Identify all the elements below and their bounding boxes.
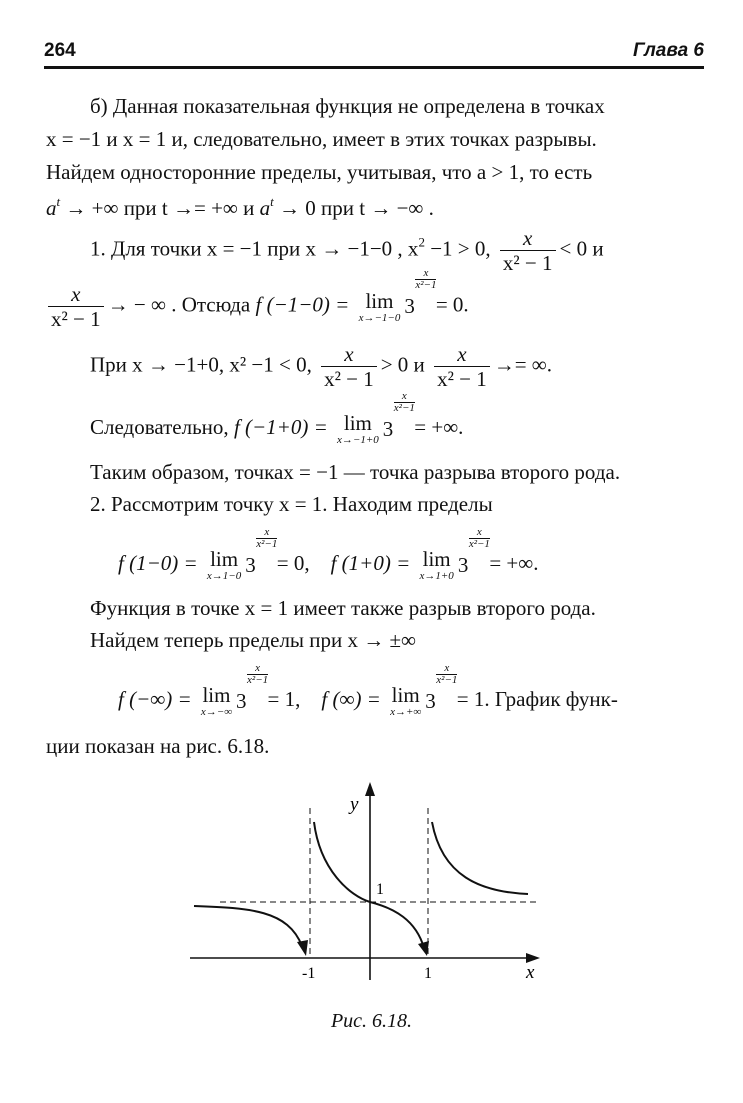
figure-caption: Рис. 6.18. xyxy=(330,1010,413,1032)
function-graph xyxy=(180,780,560,990)
limit-line-2: При x → −1+0, x² −1 < 0, $\frac{x}{\text{x² − 1}}$ > 0 и $\frac{x}{\text{x² − 1}}$ →= ∞. xyxy=(90,342,553,391)
middle-branch-arrow xyxy=(418,941,429,956)
para-line-3: Найдем односторонние пределы, учитывая, что a > 1, то есть xyxy=(46,160,593,184)
figure-reference: ции показан на рис. 6.18. xyxy=(46,734,270,758)
infinity-line: Найдем теперь пределы при x → ±∞ xyxy=(90,628,417,652)
tick-label-one: 1 xyxy=(424,965,432,982)
limit-operator: lim x→1−0 xyxy=(206,547,242,582)
left-branch xyxy=(194,906,302,946)
fraction: $\frac{x}{\text{x² − 1}}$ xyxy=(500,226,556,275)
fraction: $\frac{x}{\text{x² − 1}}$ xyxy=(434,342,490,391)
y-axis-arrow xyxy=(365,782,375,796)
level-label-one: 1 xyxy=(376,881,384,898)
power-expression: 3 x x²−1 xyxy=(245,525,278,577)
middle-branch xyxy=(314,822,424,948)
x-axis-label: x xyxy=(526,962,535,983)
point-1-line: 1. Для точки x = −1 при x → −1−0 , $x^2 -1 > 0$, $\frac{x}{\text{x² − 1}}$ < 0 и xyxy=(90,226,604,275)
power-expression: 3 x x²−1 xyxy=(382,389,415,441)
limit-line-4: f (1−0) = lim x→1−0 3 x x²−1 = 0, f (1+0) = lim x→1+0 3 x x²−1 = +∞. xyxy=(118,525,539,582)
limit-line-3: Следовательно, f (−1+0) = lim x→−1+0 3 x x²−1 = +∞. xyxy=(90,389,464,446)
graph-svg xyxy=(180,780,560,990)
tick-label-minus-one: -1 xyxy=(302,965,316,982)
conclusion-line-2: Функция в точке x = 1 имеет также разрыв второго рода. xyxy=(90,596,596,620)
limit-operator: lim x→−1+0 xyxy=(337,411,379,446)
limit-line-5: f (−∞) = lim x→−∞ 3 x x²−1 = 1, f (∞) = lim x→+∞ 3 x x²−1 = 1. График функ- xyxy=(118,661,618,718)
power-expression: 3 x x²−1 xyxy=(404,267,437,318)
conclusion-line: Таким образом, точкаx = −1 — точка разрыва второго рода. xyxy=(90,460,621,484)
limit-line-1: $\frac{x}{\text{x² − 1}}$ → − ∞ . Отсюда f (−1−0) = lim x→−1−0 3 x x²−1 = 0. xyxy=(44,282,469,331)
fraction: $\frac{x}{\text{x² − 1}}$ xyxy=(48,282,104,331)
limit-operator: lim x→−∞ xyxy=(200,683,233,718)
para-line-4: $a^t$ → +∞ при t →= +∞ и $a^t \to 0$ при t → −∞ . xyxy=(46,194,434,220)
power-expression: 3 x x²−1 xyxy=(457,525,490,577)
left-branch-arrow xyxy=(297,940,308,956)
right-branch xyxy=(432,822,528,894)
limit-operator: lim x→1+0 xyxy=(419,547,454,582)
chapter-title: Глава 6 xyxy=(633,40,704,61)
point-2-line: 2. Рассмотрим точку x = 1. Находим пределы xyxy=(90,492,493,516)
fraction: $\frac{x}{\text{x² − 1}}$ xyxy=(321,342,377,391)
para-line-1: б) Данная показательная функция не определена в точках xyxy=(90,94,605,118)
page-header xyxy=(44,40,704,62)
limit-operator: lim x→+∞ xyxy=(390,683,422,718)
power-expression: 3 x x²−1 xyxy=(236,661,269,713)
limit-operator: lim x→−1−0 xyxy=(358,288,401,324)
para-line-2: x = −1 и x = 1 и, следовательно, имеет в этих точках разрывы. xyxy=(46,127,597,151)
page-number: 264 xyxy=(44,40,76,61)
power-expression: 3 x x²−1 xyxy=(425,661,458,713)
y-axis-label: y xyxy=(350,794,359,815)
header-rule xyxy=(44,66,704,69)
